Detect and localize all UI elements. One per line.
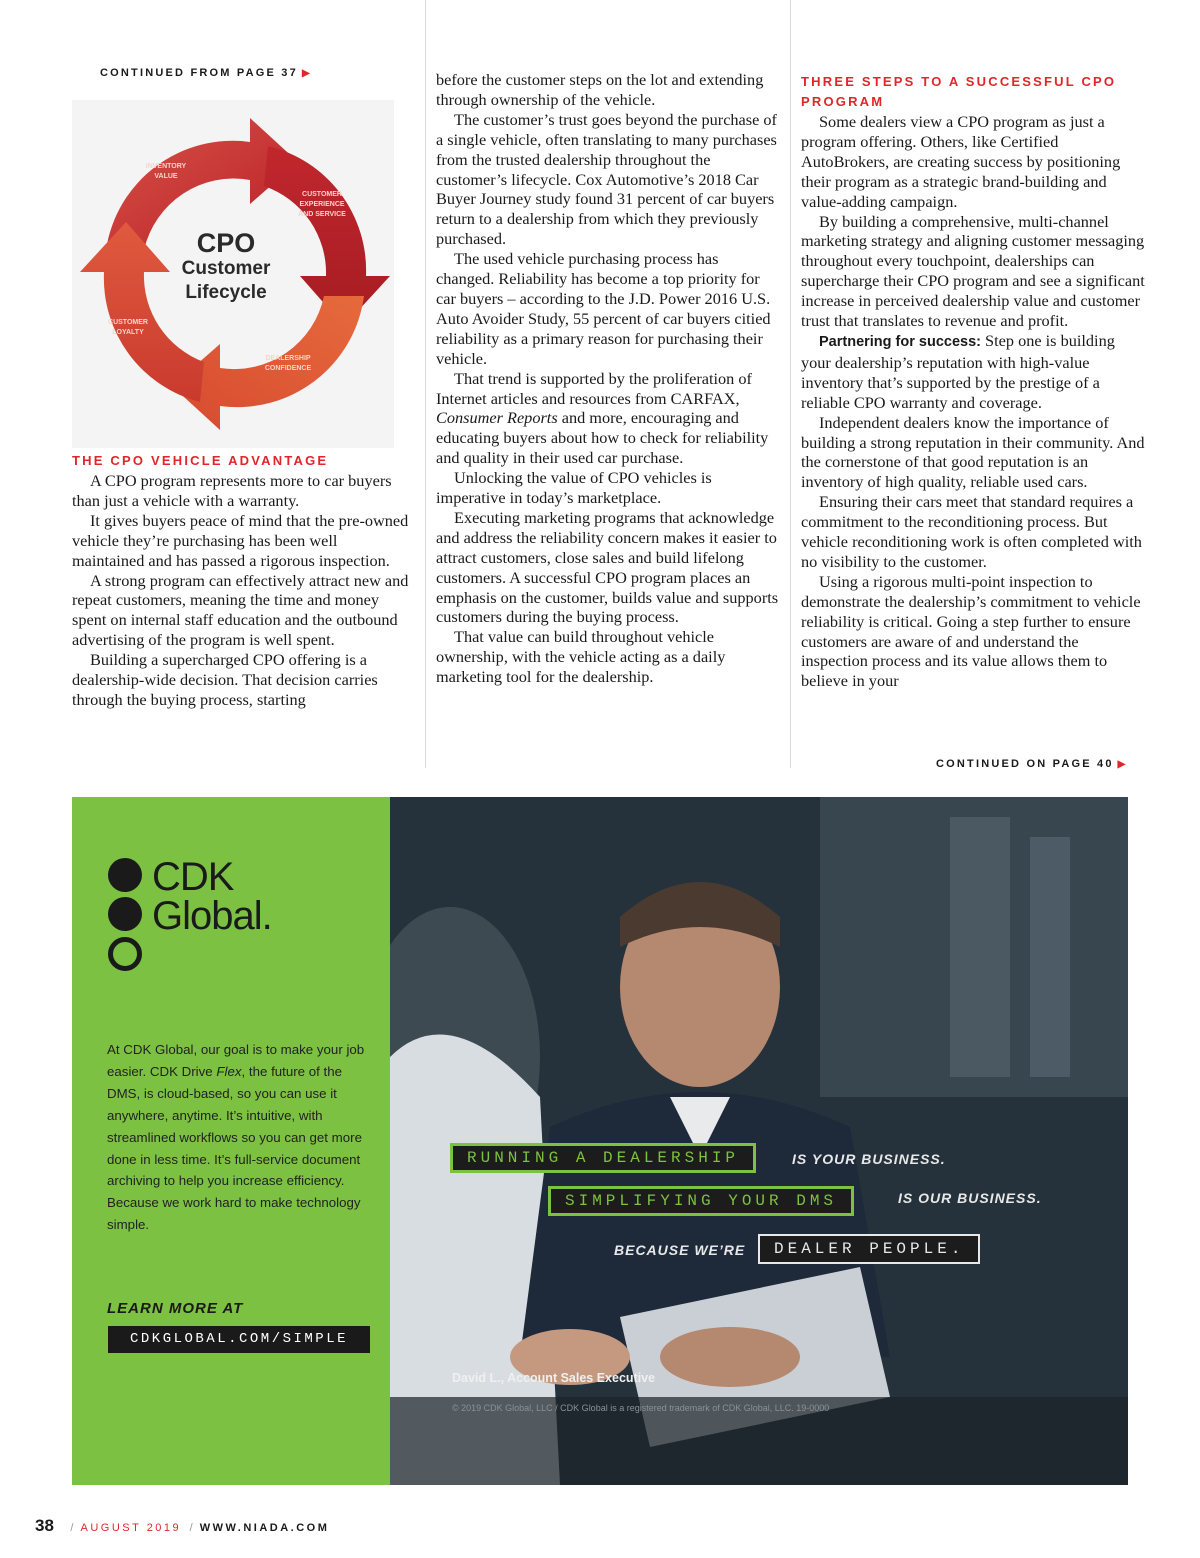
ad-photo	[390, 797, 1128, 1485]
footer-separator: /	[189, 1522, 200, 1534]
paragraph	[436, 369, 780, 469]
label-loyalty: LOYALTY	[112, 329, 144, 336]
paragraph: Unlocking the value of CPO vehicles is imperative in today’s marketplace.	[436, 468, 712, 508]
paragraph: Some dealers view a CPO program as just a program offering. Others, like Certified AutoBrokers, are creating success by positioning their program as a strategic brand-building and value-adding campaign.	[801, 112, 1121, 211]
logo-cdk: CDK	[152, 855, 234, 899]
publication-name: Consumer Reports	[436, 408, 558, 428]
section-heading-three-steps: THREE STEPS TO A SUCCESSFUL CPO PROGRAM	[801, 74, 1117, 109]
logo-dot-icon	[108, 858, 142, 892]
ad-green-panel	[72, 797, 390, 1485]
tagline-because-were: BECAUSE WE’RE	[614, 1242, 746, 1258]
page-footer	[35, 1516, 329, 1536]
text-run: At CDK Global, our goal is to make your job easier. CDK Drive	[107, 1042, 365, 1079]
ad-copyright: © 2019 CDK Global, LLC / CDK Global is a registered trademark of CDK Global, LLC. 19-0000	[452, 1403, 830, 1413]
text-run: Step one is building your dealership’s reputation with high-value inventory that’s supported by the prestige of a reliable CPO warranty and coverage.	[801, 330, 1115, 412]
tagline-dealer-people: DEALER PEOPLE.	[758, 1234, 980, 1264]
paragraph: Independent dealers know the importance of building a strong reputation in their community. And the cornerstone of that good reputation is an inventory of high quality, reliable used cars.	[801, 412, 1145, 492]
text-run: and more, encouraging and educating buyers about how to check for reliability and quality in their used car purchase.	[436, 408, 769, 468]
photo-caption: David L., Account Sales Executive	[452, 1371, 656, 1385]
footer-separator: /	[70, 1522, 81, 1534]
paragraph: A strong program can effectively attract new and repeat customers, meaning the time and money spent on internal staff education and the outbound advertising of the program is well spent.	[72, 570, 409, 650]
arrow-right-icon: ▶	[301, 68, 312, 79]
arrow-right-icon: ▶	[1117, 759, 1128, 770]
label-experience: EXPERIENCE	[299, 201, 345, 208]
article-column-3	[801, 72, 1145, 691]
label-value: VALUE	[154, 173, 178, 180]
column-rule-right	[790, 0, 791, 768]
ad-body-copy	[107, 1039, 367, 1236]
column-rule-left	[425, 0, 426, 768]
paragraph: before the customer steps on the lot and extending through ownership of the vehicle.	[436, 70, 764, 109]
section-heading-cpo-advantage: THE CPO VEHICLE ADVANTAGE	[72, 453, 329, 468]
logo-dot-icon	[108, 897, 142, 931]
product-name: Flex	[216, 1063, 242, 1079]
tagline-is-your-business: IS YOUR BUSINESS.	[792, 1151, 946, 1167]
paragraph: By building a comprehensive, multi-channel marketing strategy and aligning customer messaging throughout every touchpoint, dealerships can supercharge their CPO program and see a significant increase in perceived dealership value and customer trust that translates to revenue and profit.	[801, 211, 1145, 331]
label-and-service: AND SERVICE	[298, 211, 346, 218]
label-inventory: INVENTORY	[145, 163, 187, 170]
label-customer-2: CUSTOMER	[108, 319, 148, 326]
tagline-running-dealership: RUNNING A DEALERSHIP	[450, 1143, 756, 1173]
diagram-title-cpo: CPO	[196, 228, 256, 258]
cdk-url-link[interactable]: CDKGLOBAL.COM/SIMPLE	[108, 1326, 370, 1353]
text-run: , the future of the DMS, is cloud-based, so you can use it anywhere, anytime. It’s intuitive, with streamlined workflows so you can get more done in less time. It’s full-service document archiving to help you increase efficiency. Because we work hard to make technology simple.	[107, 1063, 362, 1233]
paragraph: Building a supercharged CPO offering is a dealership-wide decision. That decision carries through the buying process, starting	[72, 650, 378, 709]
diagram-title-customer: Customer	[181, 258, 271, 279]
continued-from-label	[100, 67, 312, 79]
article-column-2	[436, 70, 780, 687]
article-column-1	[72, 451, 412, 710]
cpo-lifecycle-diagram	[72, 100, 394, 448]
paragraph: Executing marketing programs that acknowledge and address the reliability concern makes it easier to attract customers, close sales and build lifelong customers. A successful CPO program places an emphasis on the customer, builds value and supports customers during the buying process.	[436, 507, 779, 627]
label-confidence: CONFIDENCE	[264, 365, 312, 372]
diagram-title-lifecycle: Lifecycle	[185, 282, 267, 303]
paragraph: Ensuring their cars meet that standard requires a commitment to the reconditioning process. But vehicle reconditioning work is often completed with no visibility to the customer.	[801, 492, 1142, 571]
tagline-simplifying-dms: SIMPLIFYING YOUR DMS	[548, 1186, 854, 1216]
paragraph: The used vehicle purchasing process has changed. Reliability has become a top priority for car buyers – according to the J.D. Power 2016 U.S. Auto Avoider Study, 55 percent of car buyers citied reliability as a primary reason for purchasing their vehicle.	[436, 249, 771, 368]
paragraph: It gives buyers peace of mind that the pre-owned vehicle they’re purchasing has been well maintained and has passed a rigorous inspection.	[72, 510, 409, 570]
logo-global: Global.	[152, 894, 272, 938]
paragraph: A CPO program represents more to car buyers than just a vehicle with a warranty.	[72, 471, 392, 510]
label-customer: CUSTOMER	[302, 191, 342, 198]
website-link[interactable]: WWW.NIADA.COM	[199, 1522, 330, 1534]
page-number: 38	[35, 1516, 54, 1535]
label-dealership: DEALERSHIP	[265, 355, 311, 362]
paragraph: Using a rigorous multi-point inspection to demonstrate the dealership’s commitment to vehicle reliability is critical. Going a step further to ensure customers are aware of and understand the inspection process and its value allows them to believe in your	[801, 571, 1141, 691]
run-in-heading: Partnering for success:	[819, 333, 981, 350]
paragraph	[801, 331, 1145, 413]
learn-more-label: LEARN MORE AT	[107, 1300, 244, 1317]
tagline-is-our-business: IS OUR BUSINESS.	[898, 1190, 1042, 1206]
continued-from-text: CONTINUED FROM PAGE 37	[100, 67, 298, 79]
paragraph: The customer’s trust goes beyond the purchase of a single vehicle, often translating to many purchases from the trusted dealership throughout the customer’s lifecycle. Cox Automotive’s 2018 Car Buyer Journey study found 31 percent of car buyers return to a dealership from which they previously purchased.	[436, 109, 777, 249]
logo-ring-icon	[108, 937, 142, 971]
continued-on-text: CONTINUED ON PAGE 40	[936, 758, 1114, 770]
issue-date: AUGUST 2019	[80, 1522, 182, 1534]
continued-on-label	[936, 758, 1128, 770]
cdk-advertisement	[72, 797, 1128, 1485]
paragraph: That value can build throughout vehicle ownership, with the vehicle acting as a daily marketing tool for the dealership.	[436, 627, 726, 687]
text-run: That trend is supported by the proliferation of Internet articles and resources from CARFAX,	[436, 368, 752, 408]
